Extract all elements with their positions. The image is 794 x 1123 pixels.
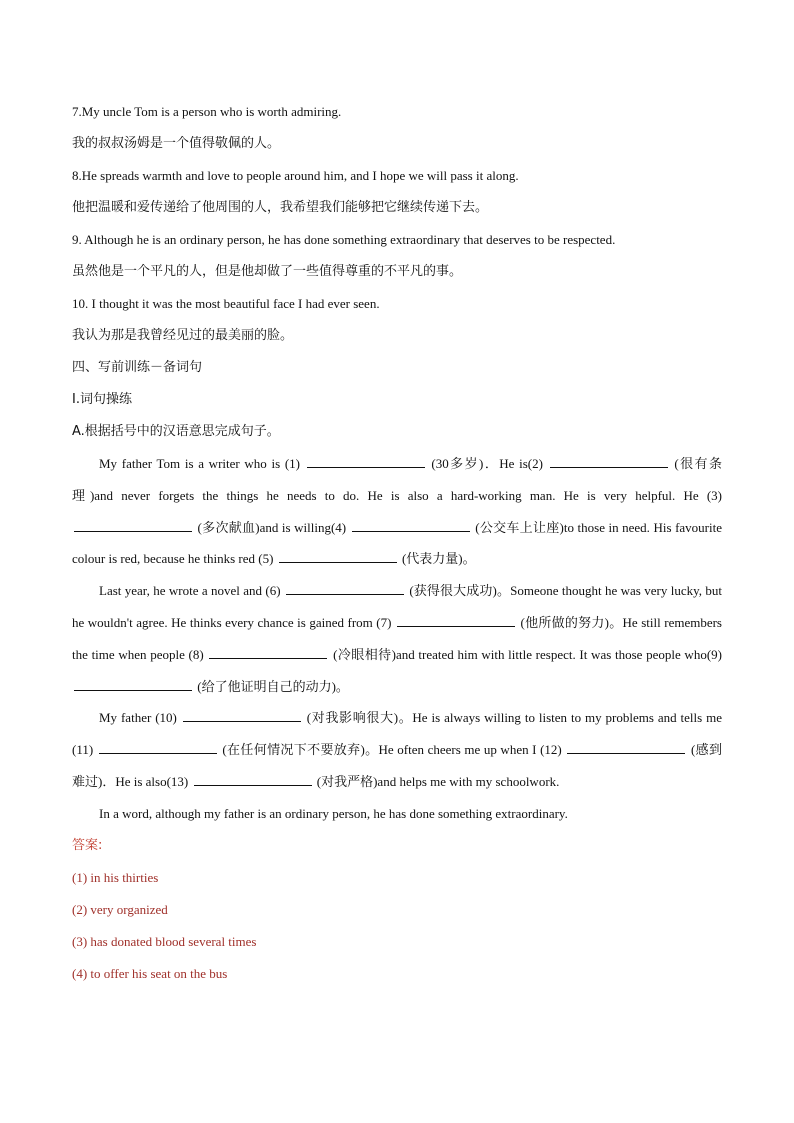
- passage-text: (代表力量)。: [398, 551, 476, 567]
- answer-item: (4) to offer his seat on the bus: [72, 965, 228, 981]
- blank-9[interactable]: [74, 678, 192, 691]
- sentence-8-en: 8.He spreads warmth and love to people around him, and I hope we will pass it along.: [72, 168, 519, 183]
- sentence-8-cn: 他把温暖和爱传递给了他周围的人，我希望我们能够把它继续传递下去。: [72, 200, 489, 215]
- passage-paragraph-1: [72, 448, 722, 575]
- blank-8[interactable]: [209, 646, 327, 659]
- passage-text: (获得很大成功)。Someone thought he was very lucky, but he wouldn't agree. He thinks every chance is gained from (7): [72, 583, 722, 630]
- subsection-title: I.词句操练: [72, 392, 132, 407]
- blank-3[interactable]: [74, 519, 192, 532]
- passage-text: (很有条理)and never forgets the things he needs to do. He is also a hard-working man. He is very helpful. He (3): [72, 456, 722, 503]
- blank-11[interactable]: [99, 741, 217, 754]
- blank-2[interactable]: [550, 455, 668, 468]
- sentence-9-cn: 虽然他是一个平凡的人，但是他却做了一些值得尊重的不平凡的事。: [72, 264, 463, 279]
- passage-text: (30多岁)．He is(2): [426, 456, 548, 471]
- blank-7[interactable]: [397, 614, 515, 627]
- blank-4[interactable]: [352, 519, 470, 532]
- sentence-10-cn: 我认为那是我曾经见过的最美丽的脸。: [72, 328, 294, 343]
- passage-text: (感到难过)．He is also(13): [72, 742, 722, 789]
- sentence-9-en: 9. Although he is an ordinary person, he has done something extraordinary that deserves to be respected.: [72, 232, 616, 247]
- passage-paragraph-2: [72, 575, 722, 702]
- sentence-10-en: 10. I thought it was the most beautiful face I had ever seen.: [72, 296, 380, 311]
- answer-item: (2) very organized: [72, 901, 168, 917]
- passage-paragraph-3: [72, 702, 722, 797]
- passage-text: (在任何情况下不要放弃)。He often cheers me up when I (12): [218, 742, 566, 758]
- passage-text: My father (10): [99, 710, 181, 726]
- passage-text: (冷眼相待)and treated him with little respect. It was those people who(9): [329, 646, 722, 662]
- instruction: A.根据括号中的汉语意思完成句子。: [72, 424, 280, 439]
- passage-text: (对我影响很大)。He is always willing to listen to my problems and tells me (11): [72, 710, 722, 758]
- blank-1[interactable]: [307, 455, 425, 468]
- passage-text: Last year, he wrote a novel and (6): [99, 583, 284, 599]
- section-title: 四、写前训练－备词句: [72, 360, 203, 375]
- blank-13[interactable]: [194, 773, 312, 786]
- blank-6[interactable]: [286, 582, 404, 595]
- passage-text: (他所做的努力)。He still remembers the time when people (8): [72, 614, 722, 662]
- blank-10[interactable]: [183, 709, 301, 722]
- answer-item: (3) has donated blood several times: [72, 933, 257, 949]
- passage-paragraph-4: In a word, although my father is an ordinary person, he has done something extraordinary.: [99, 805, 568, 821]
- passage-text: (公交车上让座)to those in need. His favourite colour is red, because he thinks red (5): [72, 519, 722, 567]
- answers-title: 答案:: [72, 837, 103, 853]
- passage-text: (多次献血)and is willing(4): [194, 519, 350, 535]
- passage-text: My father Tom is a writer who is (1): [99, 456, 305, 471]
- sentence-7-en: 7.My uncle Tom is a person who is worth admiring.: [72, 104, 342, 119]
- page-content: [72, 96, 722, 990]
- sentence-7-cn: 我的叔叔汤姆是一个值得敬佩的人。: [72, 136, 281, 151]
- answer-item: (1) in his thirties: [72, 869, 159, 885]
- blank-12[interactable]: [567, 741, 685, 754]
- blank-5[interactable]: [279, 550, 397, 563]
- passage-text: (对我严格)and helps me with my schoolwork.: [313, 773, 560, 789]
- passage-text: (给了他证明自己的动力)。: [194, 678, 349, 694]
